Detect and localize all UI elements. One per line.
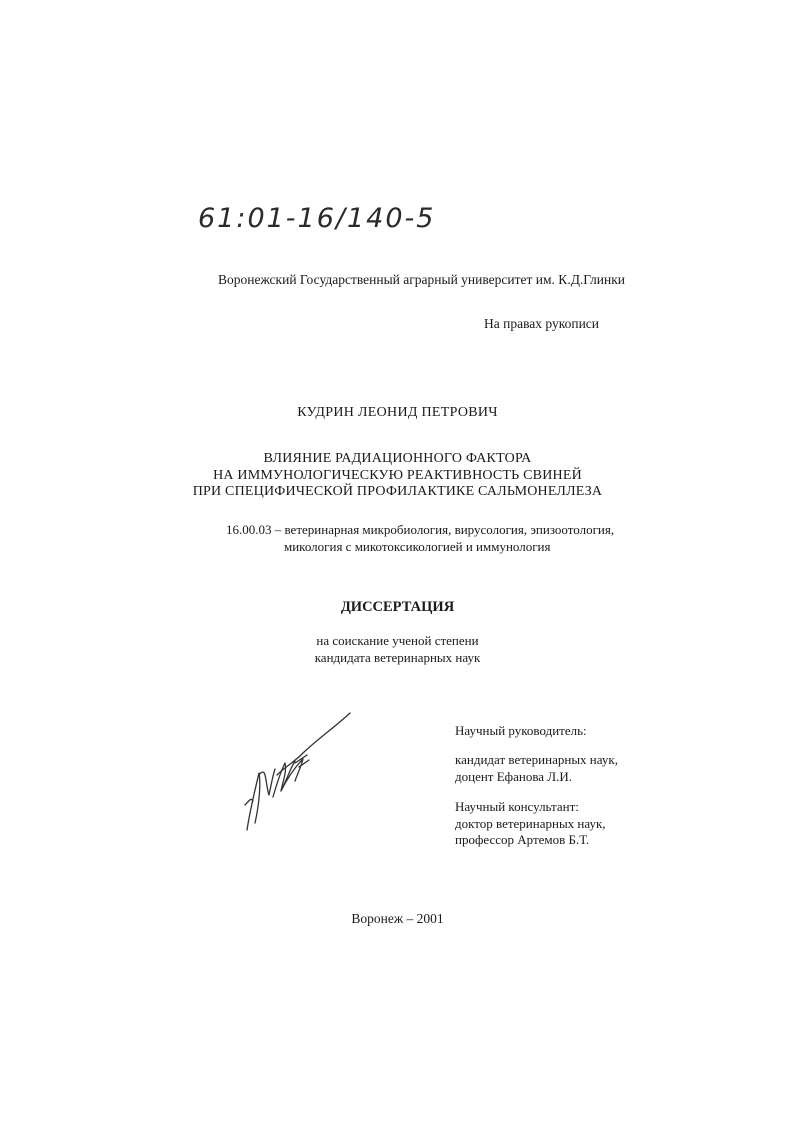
specialty-line: микология с микотоксикологией и иммунология (284, 539, 551, 554)
degree-line: кандидата ветеринарных наук (314, 649, 481, 665)
author-name: КУДРИН ЛЕОНИД ПЕТРОВИЧ (297, 405, 498, 420)
title-line: ПРИ СПЕЦИФИЧЕСКОЙ ПРОФИЛАКТИКЕ САЛЬМОНЕЛЛЕЗА (192, 484, 603, 499)
dissertation-title (0, 451, 795, 501)
manuscript-rights-note: На правах рукописи (484, 316, 600, 331)
degree-statement (0, 633, 795, 666)
degree-line: на соискание ученой степени (316, 633, 479, 648)
title-line: ВЛИЯНИЕ РАДИАЦИОННОГО ФАКТОРА (263, 451, 532, 466)
supervisor-line: кандидат ветеринарных наук, (455, 752, 618, 767)
supervisor-heading: Научный руководитель: (455, 723, 587, 738)
document-type-heading: ДИССЕРТАЦИЯ (340, 599, 455, 615)
university-name: Воронежский Государственный аграрный университет им. К.Д.Глинки (218, 272, 626, 287)
supervisor-details (455, 752, 618, 785)
city-year: Воронеж – 2001 (351, 911, 444, 926)
supervisor-line: доцент Ефанова Л.И. (455, 768, 573, 784)
consultant-line: доктор ветеринарных наук, (455, 815, 606, 831)
title-line: НА ИММУНОЛОГИЧЕСКУЮ РЕАКТИВНОСТЬ СВИНЕЙ (213, 467, 582, 483)
author-signature (225, 705, 365, 845)
handwritten-archive-code: 61:01-16/140-5 (198, 203, 436, 234)
specialty-line: 16.00.03 – ветеринарная микробиология, вирусология, эпизоотология, (226, 522, 615, 537)
consultant-block (455, 799, 606, 849)
consultant-line: профессор Артемов Б.Т. (455, 832, 590, 847)
consultant-heading: Научный консультант: (455, 799, 579, 814)
specialty-code (226, 521, 614, 555)
